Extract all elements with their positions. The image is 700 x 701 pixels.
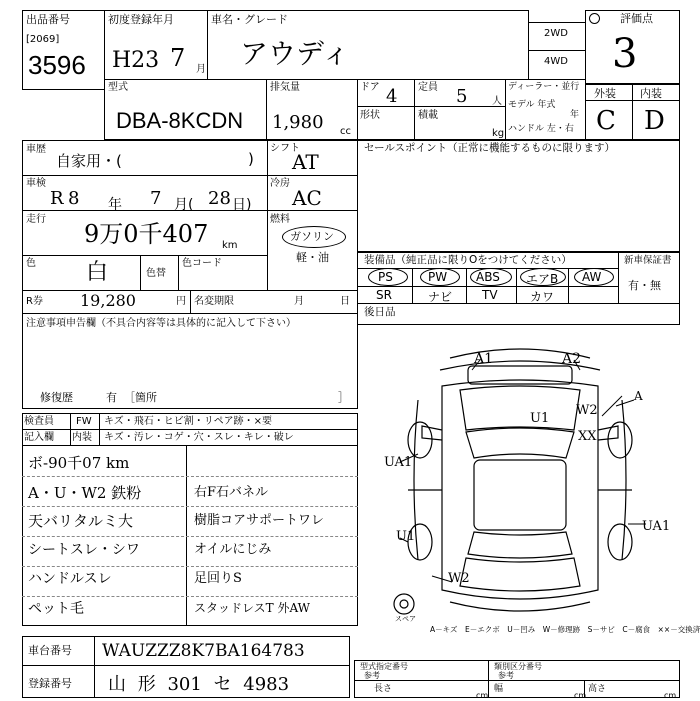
displacement-value: 1,980 [272,112,324,133]
usage-value: 自家用・( [56,152,122,170]
mark-xx-right: XX [578,429,597,444]
ref1-label: 参考 [364,671,380,680]
mark-a2-top: A2 [562,351,582,367]
equip-sr: SR [376,288,392,302]
note-left-0: ボ-90千07 km [28,454,130,472]
note-left-1: A・U・W2 鉄粉 [28,484,142,502]
reg-month-unit: 月 [196,64,206,75]
name-label: 車名・グレード [211,13,288,26]
length-label: 長さ [374,684,393,694]
handle-label: ハンドル 左・右 [508,124,574,134]
mark-w2-bottom: W2 [448,571,470,586]
sales-point-label: セールスポイント（正常に機能するものに限ります） [364,142,616,154]
drive-4wd: 4WD [544,56,568,67]
notes-label: 注意事項申告欄（不具合内容等は具体的に記入して下さい） [26,318,296,329]
lot-label: 出品番号 [26,13,70,26]
equip-leather: カワ [530,290,555,304]
lot-sub: [2069] [26,34,60,45]
width-unit: cm [574,691,587,700]
model-label: 型式 [108,82,128,93]
note-right-2: オイルにじみ [194,542,272,557]
usage-close: ) [248,150,254,168]
equip-ps: PS [378,270,393,284]
score-value: 3 [612,31,638,77]
damage-legend: A－キズ E－エクボ U－凹み W－修理跡 S－サビ C－腐食 ××－交換済 [430,625,700,634]
capacity-label: 定員 [418,82,438,93]
note-right-0: 右F石バネル [194,485,269,500]
door-label: ドア [360,82,380,93]
ac-value: AC [292,186,322,210]
length-unit: cm [476,691,489,700]
after-label: 後日品 [364,306,396,318]
equip-abs: ABS [476,270,500,284]
score-label: 評価点 [620,12,653,25]
color-label: 色 [26,258,36,269]
model-spec-label: 型式指定番号 [360,662,408,671]
load-unit: kg [492,128,505,139]
inspector-label: 検査員 [24,416,54,427]
shaken-era: R [50,188,64,209]
record-sub: 内装 [72,432,92,443]
mark-u1-center: U1 [530,411,550,426]
inspector-sub: FW [76,416,92,427]
note-right-1: 樹脂コアサポートワレ [194,513,325,528]
equip-navi: ナビ [428,290,453,304]
inspector-items: キズ・飛石・ヒビ割・リペア跡・×要 [104,416,272,427]
note-left-2: 天バリタルミ大 [28,512,134,530]
interior-grade: D [644,106,665,136]
mileage-label: 走行 [26,214,46,225]
color-code-label: 色コード [182,258,222,269]
repair-parts: ［箇所 [124,391,157,404]
note-left-5: ペット毛 [28,601,84,617]
shaken-label: 車検 [26,178,46,189]
chassis-label: 車台番号 [28,644,72,657]
height-label: 高さ [588,684,607,694]
year-unit: 年 [570,110,580,120]
spare-label: スペア [395,615,416,623]
color-row [22,255,268,291]
interior-label: 内装 [640,87,662,100]
shape-label: 形状 [360,110,380,121]
shaken-month: 7 [150,188,162,209]
equip-aw: AW [582,270,602,284]
load-label: 積載 [418,110,438,121]
equipment-label: 装備品（純正品に限りOをつけてください） [364,254,572,266]
fuel-gas: ガソリン [290,230,334,243]
model-value: DBA-8KCDN [116,108,244,133]
shift-value: AT [292,150,319,174]
month-label: 月 [294,296,304,307]
shaken-year-unit: 年 [108,197,122,213]
shaken-month-unit: 月( [174,197,194,213]
lot-number: 3596 [28,50,86,80]
repair-label: 修復歴 [40,391,73,404]
usage-label: 車歴 [26,144,46,155]
model-year-label: モデル 年式 [508,100,556,110]
ref2-label: 参考 [498,671,514,680]
note-right-3: 足回りS [194,571,242,586]
reg-no-value: 山 形 301 セ 4983 [108,674,290,695]
chassis-value: WAUZZZ8K7BA164783 [102,641,305,661]
reg-month: 7 [170,44,186,72]
width-label: 幅 [494,684,504,694]
equip-pw: PW [428,270,448,284]
mark-a-right: A [634,389,643,403]
car-name: アウディ [240,37,350,70]
exterior-grade: C [596,106,616,136]
reg-no-label: 登録番号 [28,677,72,690]
after-box [357,303,680,325]
shaken-day: 28 [208,188,231,209]
height-unit: cm [664,691,677,700]
color-no-label: 色替 [146,268,166,279]
shaken-year: 8 [68,188,80,209]
displacement-unit: cc [340,126,351,137]
mileage-value: 9万0千407 [84,220,209,248]
fuel-diesel: 軽・油 [296,251,329,264]
recycle-unit: 円 [176,296,186,307]
note-right-4: スタッドレスT 外AW [194,601,310,615]
mark-w2-right: W2 [576,403,598,418]
fuel-label: 燃料 [270,214,290,225]
exterior-label: 外装 [594,87,616,100]
mark-ua1-left: UA1 [384,455,413,470]
note-left-4: ハンドルスレ [28,571,112,587]
dealer-label: ディーラー・並行 [508,82,580,92]
door-value: 4 [386,86,398,107]
mark-u1-left: U1 [396,529,416,544]
record-label: 記入欄 [24,432,54,443]
equip-tv: TV [482,288,498,302]
ac-label: 冷房 [270,178,290,189]
recycle-value: 19,280 [80,291,136,310]
color-value: 白 [86,260,109,285]
class-label: 類別区分番号 [494,662,542,671]
capacity-value: 5 [456,86,468,107]
day-label: 日 [340,296,350,307]
warranty-value: 有・無 [628,279,661,292]
displacement-label: 排気量 [270,82,300,93]
shaken-day-unit: 日) [232,197,252,213]
recycle-deadline-label: 名変期限 [194,296,234,307]
reg-label: 初度登録年月 [108,13,174,26]
mileage-unit: km [222,240,238,251]
note-left-3: シートスレ・シワ [28,542,140,558]
drive-2wd: 2WD [544,28,568,39]
warranty-label: 新車保証書 [624,255,672,266]
mark-a1-top: A1 [474,351,494,367]
record-items: キズ・汚レ・コゲ・穴・スレ・キレ・破レ [104,432,294,443]
repair-have: 有 [106,391,117,404]
mark-ua1-right: UA1 [642,519,671,534]
equip-airbag: エアB [526,272,559,286]
recycle-label: R券 [26,296,43,307]
capacity-unit: 人 [492,96,502,107]
shift-label: シフト [270,143,300,154]
sales-point-box [357,140,680,252]
repair-close: ］ [338,391,349,404]
car-damage-diagram [360,330,680,630]
reg-year: H23 [112,48,160,73]
